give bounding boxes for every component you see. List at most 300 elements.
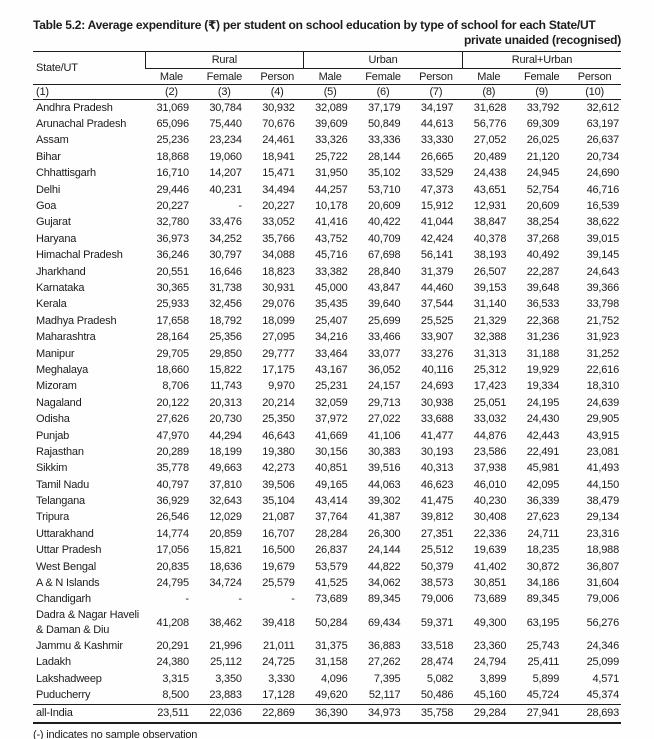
table-row [33, 198, 621, 214]
state-name: Kerala [36, 298, 67, 311]
value-cell: 47,373 [420, 183, 454, 196]
value-cell: 15,821 [209, 544, 242, 557]
value-cell: 28,840 [368, 265, 401, 278]
value-cell: 26,665 [420, 150, 454, 163]
value-cell: 46,643 [262, 429, 295, 442]
value-cell: 41,208 [156, 616, 189, 629]
value-cell: 18,235 [526, 544, 560, 557]
state-column-header: State/UT [33, 52, 145, 85]
column-number: (6) [357, 85, 410, 100]
state-name: Nagaland [36, 396, 82, 409]
table-row [33, 297, 621, 313]
value-cell: 29,777 [262, 347, 295, 360]
column-number: (9) [515, 85, 568, 100]
value-cell: 20,291 [156, 639, 189, 652]
value-cell: 5,899 [532, 672, 560, 685]
value-cell: 45,716 [315, 249, 348, 262]
value-cell: 31,738 [209, 281, 242, 294]
value-cell: 31,313 [473, 347, 507, 360]
value-cell: 31,252 [586, 347, 620, 360]
value-cell: 24,195 [526, 396, 560, 409]
value-cell: 28,284 [315, 527, 348, 540]
value-cell: 37,810 [209, 478, 242, 491]
value-cell: 30,156 [315, 445, 348, 458]
column-number: (1) [33, 85, 145, 100]
value-cell: 24,157 [368, 380, 401, 393]
value-cell: 32,388 [473, 331, 507, 344]
value-cell: 47,970 [156, 429, 189, 442]
value-cell: 36,533 [526, 298, 560, 311]
column-number: (8) [462, 85, 515, 100]
value-cell: 73,689 [473, 593, 507, 606]
state-name: Himachal Pradesh [36, 249, 123, 262]
group-header-rural-urban: Rural+Urban [462, 52, 621, 69]
value-cell: 21,087 [262, 511, 295, 524]
value-cell: 44,150 [586, 478, 620, 491]
value-cell: 16,646 [209, 265, 242, 278]
value-cell: 12,931 [473, 200, 507, 213]
table-row [33, 526, 621, 542]
sub-header-female-1: Female [198, 69, 251, 85]
value-cell: 50,849 [368, 118, 401, 131]
table-row [33, 166, 621, 182]
value-cell: 25,411 [527, 656, 560, 669]
all-india-value: 28,693 [568, 704, 621, 723]
value-cell: 31,604 [586, 577, 620, 590]
value-cell: 21,996 [209, 639, 242, 652]
column-number: (7) [409, 85, 462, 100]
value-cell: 17,175 [262, 363, 295, 376]
value-cell: 4,096 [321, 672, 348, 685]
value-cell: 38,254 [526, 216, 560, 229]
value-cell: 20,609 [526, 200, 560, 213]
value-cell: 41,106 [368, 429, 401, 442]
value-cell: 23,360 [473, 639, 507, 652]
value-cell: 69,309 [526, 118, 560, 131]
value-cell: 30,797 [209, 249, 242, 262]
footnote: (-) indicates no sample observation [33, 728, 198, 739]
value-cell: 33,518 [420, 639, 454, 652]
all-india-value: 22,036 [198, 704, 251, 723]
value-cell: 37,972 [315, 413, 348, 426]
table-row [33, 655, 621, 671]
group-header-row [33, 52, 621, 69]
value-cell: 65,096 [156, 118, 189, 131]
value-cell: 34,186 [526, 577, 560, 590]
value-cell: 23,316 [586, 527, 620, 540]
table-row [33, 575, 621, 591]
value-cell: 18,099 [262, 314, 295, 327]
value-cell: 29,705 [156, 347, 189, 360]
table-body [33, 100, 621, 705]
value-cell: 17,128 [262, 688, 295, 701]
table-row [33, 379, 621, 395]
sub-header-person-5: Person [409, 69, 462, 85]
sub-header-person-8: Person [568, 69, 621, 85]
value-cell: 24,430 [526, 413, 560, 426]
value-cell: 39,145 [586, 249, 620, 262]
value-cell: 43,847 [368, 281, 401, 294]
table-row [33, 638, 621, 654]
all-india-label: all-India [33, 704, 145, 723]
all-india-value: 35,758 [409, 704, 462, 723]
value-cell: 39,640 [368, 298, 401, 311]
value-cell: 56,776 [473, 118, 507, 131]
value-cell: 32,780 [156, 216, 189, 229]
value-cell: 15,471 [262, 167, 295, 180]
table-row [33, 149, 621, 165]
value-cell: 26,637 [586, 134, 620, 147]
value-cell: 31,158 [315, 656, 348, 669]
value-cell: 16,707 [262, 527, 295, 540]
value-cell: 30,851 [473, 577, 507, 590]
value-cell: 33,476 [209, 216, 242, 229]
value-cell: 36,246 [156, 249, 189, 262]
table-row [33, 346, 621, 362]
value-cell: - [291, 593, 295, 606]
value-cell: 20,313 [209, 396, 242, 409]
table-row [33, 362, 621, 378]
value-cell: 20,214 [262, 396, 295, 409]
group-header-urban: Urban [304, 52, 463, 69]
column-number: (5) [304, 85, 357, 100]
value-cell: 29,905 [586, 413, 620, 426]
value-cell: 79,006 [586, 593, 620, 606]
value-cell: 26,546 [156, 511, 189, 524]
value-cell: 20,730 [209, 413, 242, 426]
value-cell: 11,743 [210, 380, 242, 393]
value-cell: 40,797 [156, 478, 189, 491]
value-cell: 18,823 [262, 265, 295, 278]
sub-header-person-2: Person [251, 69, 304, 85]
value-cell: 53,579 [315, 560, 348, 573]
table-footer [33, 704, 621, 723]
value-cell: 20,734 [586, 150, 620, 163]
value-cell: 41,493 [586, 462, 620, 475]
value-cell: 25,743 [526, 639, 560, 652]
value-cell: - [238, 593, 242, 606]
all-india-row [33, 704, 621, 723]
sub-header-female-4: Female [357, 69, 410, 85]
value-cell: 33,792 [526, 101, 560, 114]
value-cell: 18,792 [209, 314, 242, 327]
value-cell: 21,011 [263, 639, 295, 652]
value-cell: 41,525 [315, 577, 348, 590]
value-cell: 16,500 [262, 544, 295, 557]
value-cell: 25,699 [368, 314, 401, 327]
value-cell: 38,462 [209, 616, 242, 629]
value-cell: 38,622 [586, 216, 620, 229]
value-cell: 35,435 [315, 298, 348, 311]
value-cell: 30,365 [156, 281, 189, 294]
value-cell: 25,312 [473, 363, 507, 376]
value-cell: 34,252 [209, 232, 242, 245]
value-cell: 70,676 [262, 118, 295, 131]
state-name: Gujarat [36, 216, 71, 229]
value-cell: 15,822 [209, 363, 242, 376]
value-cell: 16,710 [156, 167, 189, 180]
value-cell: 22,491 [526, 445, 560, 458]
table-row [33, 313, 621, 329]
table-row [33, 248, 621, 264]
all-india-value: 29,284 [462, 704, 515, 723]
value-cell: 27,052 [473, 134, 507, 147]
value-cell: 17,056 [156, 544, 189, 557]
column-number: (3) [198, 85, 251, 100]
value-cell: 33,466 [368, 331, 401, 344]
value-cell: 59,371 [420, 616, 454, 629]
all-india-value: 36,390 [304, 704, 357, 723]
value-cell: 42,424 [420, 232, 454, 245]
value-cell: 37,938 [473, 462, 507, 475]
value-cell: 49,300 [473, 616, 507, 629]
state-name: Andhra Pradesh [36, 101, 113, 114]
value-cell: 36,883 [368, 639, 401, 652]
value-cell: 40,313 [420, 462, 454, 475]
value-cell: 33,032 [473, 413, 507, 426]
value-cell: 30,383 [368, 445, 401, 458]
value-cell: 34,724 [209, 577, 242, 590]
state-name: Jammu & Kashmir [36, 639, 123, 652]
table-row [33, 559, 621, 575]
table-row [33, 215, 621, 231]
value-cell: 35,102 [368, 167, 401, 180]
value-cell: 24,380 [156, 656, 189, 669]
table-row [33, 231, 621, 247]
value-cell: 26,300 [368, 527, 401, 540]
state-name: Sikkim [36, 462, 68, 475]
value-cell: 5,082 [426, 672, 454, 685]
value-cell: 36,339 [526, 495, 560, 508]
value-cell: 23,586 [473, 445, 507, 458]
value-cell: 20,489 [473, 150, 507, 163]
value-cell: 24,643 [586, 265, 620, 278]
value-cell: 22,616 [586, 363, 620, 376]
state-name: Meghalaya [36, 363, 89, 376]
value-cell: 25,512 [420, 544, 454, 557]
value-cell: 36,052 [368, 363, 401, 376]
value-cell: 19,060 [209, 150, 242, 163]
value-cell: 27,626 [156, 413, 189, 426]
state-name: Karnataka [36, 281, 85, 294]
value-cell: 21,329 [473, 314, 507, 327]
value-cell: 37,268 [526, 232, 560, 245]
value-cell: 40,230 [473, 495, 507, 508]
value-cell: 39,516 [368, 462, 401, 475]
table-row [33, 100, 621, 117]
value-cell: 33,798 [586, 298, 620, 311]
table-row [33, 493, 621, 509]
value-cell: 43,651 [473, 183, 507, 196]
value-cell: 3,330 [268, 672, 295, 685]
value-cell: 36,929 [156, 495, 189, 508]
value-cell: 41,402 [473, 560, 507, 573]
value-cell: 43,414 [315, 495, 348, 508]
table-row [33, 428, 621, 444]
value-cell: 28,144 [368, 150, 401, 163]
value-cell: 8,500 [162, 688, 189, 701]
value-cell: 24,461 [262, 134, 295, 147]
value-cell: 39,302 [368, 495, 401, 508]
value-cell: 38,479 [586, 495, 620, 508]
column-number-row [33, 85, 621, 100]
value-cell: 21,752 [586, 314, 620, 327]
value-cell: 38,193 [473, 249, 507, 262]
value-cell: 3,350 [215, 672, 242, 685]
value-cell: 9,970 [268, 380, 295, 393]
value-cell: 19,639 [473, 544, 507, 557]
state-name: Puducherry [36, 688, 91, 701]
value-cell: 41,044 [420, 216, 454, 229]
value-cell: 19,380 [262, 445, 295, 458]
value-cell: 22,368 [526, 314, 560, 327]
value-cell: 30,938 [420, 396, 454, 409]
value-cell: 34,216 [315, 331, 348, 344]
sub-header-male-0: Male [145, 69, 198, 85]
value-cell: 30,931 [262, 281, 295, 294]
title-block [0, 0, 654, 48]
value-cell: 24,711 [527, 527, 560, 540]
value-cell: 43,167 [315, 363, 348, 376]
value-cell: 45,000 [315, 281, 348, 294]
value-cell: 44,294 [209, 429, 242, 442]
table-row [33, 411, 621, 427]
value-cell: 35,766 [262, 232, 295, 245]
value-cell: 43,915 [586, 429, 620, 442]
value-cell: 33,330 [420, 134, 454, 147]
value-cell: 33,326 [315, 134, 348, 147]
value-cell: 40,422 [368, 216, 401, 229]
table-row [33, 329, 621, 345]
value-cell: 40,378 [473, 232, 507, 245]
value-cell: 17,423 [473, 380, 507, 393]
table-row [33, 444, 621, 460]
all-india-value: 23,511 [145, 704, 198, 723]
table-row [33, 461, 621, 477]
value-cell: 25,933 [156, 298, 189, 311]
value-cell: 16,539 [586, 200, 620, 213]
value-cell: 20,835 [156, 560, 189, 573]
value-cell: 24,795 [156, 577, 189, 590]
value-cell: 33,529 [420, 167, 454, 180]
value-cell: 35,778 [156, 462, 189, 475]
value-cell: 40,709 [368, 232, 401, 245]
table-row [33, 182, 621, 198]
value-cell: 40,116 [421, 363, 454, 376]
value-cell: 25,236 [156, 134, 189, 147]
value-cell: 40,851 [315, 462, 348, 475]
value-cell: 32,089 [315, 101, 348, 114]
value-cell: 26,507 [473, 265, 507, 278]
value-cell: - [185, 593, 189, 606]
value-cell: 33,276 [420, 347, 454, 360]
value-cell: 10,178 [315, 200, 348, 213]
table-row [33, 116, 621, 132]
table-subtitle: private unaided (recognised) [463, 33, 621, 47]
value-cell: 49,165 [315, 478, 348, 491]
state-name: Tripura [36, 511, 70, 524]
value-cell: 31,188 [526, 347, 560, 360]
value-cell: 63,197 [586, 118, 620, 131]
value-cell: 44,876 [473, 429, 507, 442]
value-cell: 24,144 [368, 544, 401, 557]
table-row [33, 280, 621, 296]
value-cell: 75,440 [209, 118, 242, 131]
value-cell: 32,456 [209, 298, 242, 311]
value-cell: 46,010 [473, 478, 507, 491]
value-cell: 44,822 [368, 560, 401, 573]
value-cell: 18,988 [586, 544, 620, 557]
state-name: Ladakh [36, 656, 71, 669]
value-cell: 33,688 [420, 413, 454, 426]
value-cell: 37,544 [420, 298, 454, 311]
value-cell: 14,207 [209, 167, 242, 180]
value-cell: 41,669 [315, 429, 348, 442]
value-cell: 52,117 [368, 688, 401, 701]
value-cell: 41,387 [368, 511, 401, 524]
value-cell: 38,573 [420, 577, 454, 590]
value-cell: 18,199 [209, 445, 242, 458]
state-name: Dadra & Nagar Haveli & Daman & Diu [36, 609, 139, 637]
sub-header-female-7: Female [515, 69, 568, 85]
value-cell: 69,434 [368, 616, 401, 629]
value-cell: 20,122 [156, 396, 189, 409]
value-cell: 40,492 [526, 249, 560, 262]
value-cell: 39,015 [586, 232, 620, 245]
value-cell: 24,945 [526, 167, 560, 180]
value-cell: 25,579 [262, 577, 295, 590]
value-cell: 33,382 [315, 265, 348, 278]
value-cell: 37,179 [368, 101, 401, 114]
value-cell: 50,486 [420, 688, 454, 701]
value-cell: 28,474 [420, 656, 454, 669]
value-cell: 33,907 [420, 331, 454, 344]
value-cell: 22,336 [473, 527, 507, 540]
value-cell: 25,525 [420, 314, 454, 327]
state-name: Punjab [36, 429, 70, 442]
value-cell: 4,571 [592, 672, 620, 685]
value-cell: 79,006 [420, 593, 454, 606]
value-cell: 25,722 [315, 150, 348, 163]
value-cell: 33,052 [262, 216, 295, 229]
value-cell: 27,022 [368, 413, 401, 426]
all-india-value: 34,973 [357, 704, 410, 723]
sub-header-male-6: Male [462, 69, 515, 85]
value-cell: 27,262 [368, 656, 401, 669]
table-row [33, 133, 621, 149]
value-cell: 20,289 [156, 445, 189, 458]
value-cell: 22,287 [526, 265, 560, 278]
value-cell: 18,310 [586, 380, 620, 393]
value-cell: 24,794 [473, 656, 507, 669]
value-cell: 18,941 [262, 150, 295, 163]
state-name: A & N Islands [36, 577, 100, 590]
value-cell: 25,356 [209, 331, 242, 344]
value-cell: 73,689 [315, 593, 348, 606]
sub-header-male-3: Male [304, 69, 357, 85]
value-cell: 53,710 [368, 183, 401, 196]
state-name: Uttarakhand [36, 527, 94, 540]
value-cell: 32,643 [209, 495, 242, 508]
value-cell: 12,029 [209, 511, 242, 524]
value-cell: 35,104 [262, 495, 295, 508]
value-cell: 33,336 [368, 134, 401, 147]
state-name: Chandigarh [36, 593, 91, 606]
value-cell: 29,850 [209, 347, 242, 360]
value-cell: 89,345 [526, 593, 560, 606]
value-cell: 41,477 [420, 429, 454, 442]
value-cell: 23,081 [586, 445, 620, 458]
